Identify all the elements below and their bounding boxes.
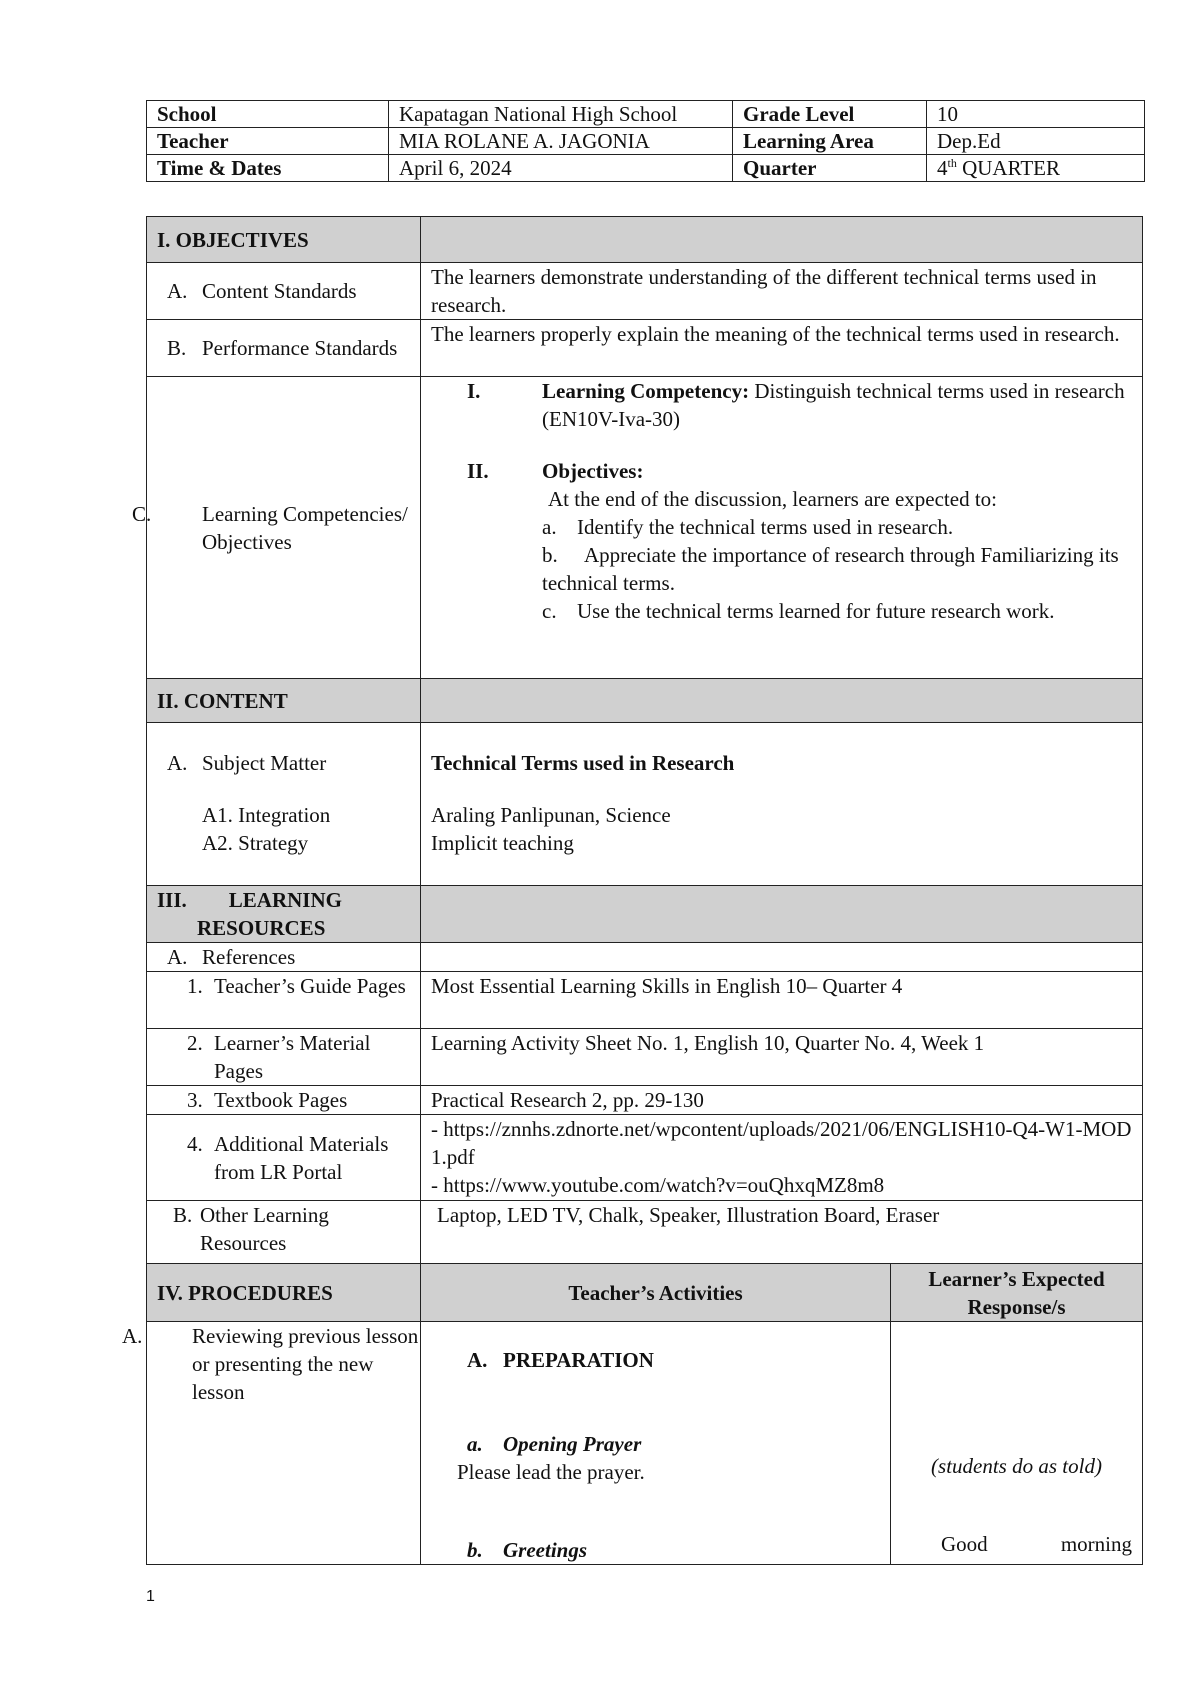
additional-materials-value: [421, 1115, 1143, 1201]
subject-matter-value: Technical Terms used in Research: [431, 751, 735, 775]
school-value: Kapatagan National High School: [389, 101, 733, 128]
opening-prayer-text: Please lead the prayer.: [457, 1460, 645, 1484]
subject-matter-labels: [147, 723, 421, 886]
objective-a: a. Identify the technical terms used in research.: [542, 515, 954, 539]
objectives-header-blank: [421, 217, 1143, 263]
learner-response-header: Learner’s Expected Response/s: [891, 1264, 1143, 1322]
content-standards-label: A. Content Standards: [147, 263, 421, 320]
lesson-info-table: [146, 100, 1145, 182]
school-label: School: [147, 101, 389, 128]
reviewing-lesson-label: A. Reviewing previous lesson or presenting the new lesson: [147, 1322, 421, 1565]
references-label: A. References: [147, 943, 421, 972]
youtube-link[interactable]: - https://www.youtube.com/watch?v=ouQhxqMZ8m8: [431, 1173, 885, 1197]
teacher-value: MIA ROLANE A. JAGONIA: [389, 128, 733, 155]
performance-standards-label: B. Performance Standards: [147, 320, 421, 377]
performance-standards-value: The learners properly explain the meaning of the technical terms used in research.: [421, 320, 1143, 377]
integration-label: A1. Integration: [202, 803, 331, 827]
content-header: II. CONTENT: [147, 679, 421, 723]
opening-prayer-title: a. Opening Prayer: [467, 1432, 642, 1456]
time-dates-label: Time & Dates: [147, 155, 389, 182]
page-number: 1: [146, 1588, 155, 1605]
other-resources-label: B. Other Learning Resources: [147, 1201, 421, 1264]
integration-value: Araling Panlipunan, Science: [431, 803, 671, 827]
learning-competencies-value: [421, 377, 1143, 679]
subject-matter-label: A. Subject Matter: [167, 751, 327, 775]
greetings-title: b. Greetings: [467, 1538, 587, 1562]
additional-materials-label: 4. Additional Materials from LR Portal: [147, 1115, 421, 1201]
teacher-label: Teacher: [147, 128, 389, 155]
teachers-guide-value: Most Essential Learning Skills in English 10– Quarter 4: [421, 972, 1143, 1029]
grade-level-label: Grade Level: [733, 101, 927, 128]
learners-material-value: Learning Activity Sheet No. 1, English 10, Quarter No. 4, Week 1: [421, 1029, 1143, 1086]
objectives-intro: At the end of the discussion, learners are expected to:: [548, 487, 998, 511]
learning-area-label: Learning Area: [733, 128, 927, 155]
subject-matter-values: [421, 723, 1143, 886]
quarter-label: Quarter: [733, 155, 927, 182]
textbook-label: 3. Textbook Pages: [147, 1086, 421, 1115]
greeting-response: Good morning: [941, 1532, 1132, 1556]
procedures-header: IV. PROCEDURES: [147, 1264, 421, 1322]
learning-area-value: Dep.Ed: [927, 128, 1145, 155]
teacher-activities-header: Teacher’s Activities: [421, 1264, 891, 1322]
objective-b: b. Appreciate the importance of research through Familiarizing its technical terms.: [542, 543, 1119, 595]
grade-level-value: 10: [927, 101, 1145, 128]
preparation-activities: [421, 1322, 891, 1565]
learning-resources-header-blank: [421, 886, 1143, 943]
learning-competencies-label: C. Learning Competencies/ Objectives: [147, 377, 421, 679]
prayer-response: (students do as told): [931, 1454, 1102, 1478]
learning-resources-header: III. LEARNING RESOURCES: [147, 886, 421, 943]
content-standards-value: The learners demonstrate understanding of the different technical terms used in research.: [421, 263, 1143, 320]
objective-c: c. Use the technical terms learned for future research work.: [542, 599, 1055, 623]
teachers-guide-label: 1. Teacher’s Guide Pages: [147, 972, 421, 1029]
content-header-blank: [421, 679, 1143, 723]
lr-portal-link[interactable]: - https://znnhs.zdnorte.net/wpcontent/uploads/2021/06/ENGLISH10-Q4-W1-MOD1.pdf: [431, 1117, 1132, 1169]
preparation-heading: A. PREPARATION: [467, 1348, 654, 1372]
strategy-value: Implicit teaching: [431, 831, 574, 855]
learners-material-label: 2. Learner’s Material Pages: [147, 1029, 421, 1086]
quarter-value: 4th QUARTER: [927, 155, 1145, 182]
objectives-heading: II. Objectives:: [467, 459, 644, 483]
strategy-label: A2. Strategy: [202, 831, 309, 855]
lesson-plan-table: [122, 216, 1143, 1565]
textbook-value: Practical Research 2, pp. 29-130: [421, 1086, 1143, 1115]
competency-item: I. Learning Competency: Distinguish technical terms used in research (EN10V-Iva-30): [467, 379, 1125, 431]
time-dates-value: April 6, 2024: [389, 155, 733, 182]
objectives-header: I. OBJECTIVES: [147, 217, 421, 263]
references-blank: [421, 943, 1143, 972]
other-resources-value: Laptop, LED TV, Chalk, Speaker, Illustration Board, Eraser: [421, 1201, 1143, 1264]
learner-responses: [891, 1322, 1143, 1565]
